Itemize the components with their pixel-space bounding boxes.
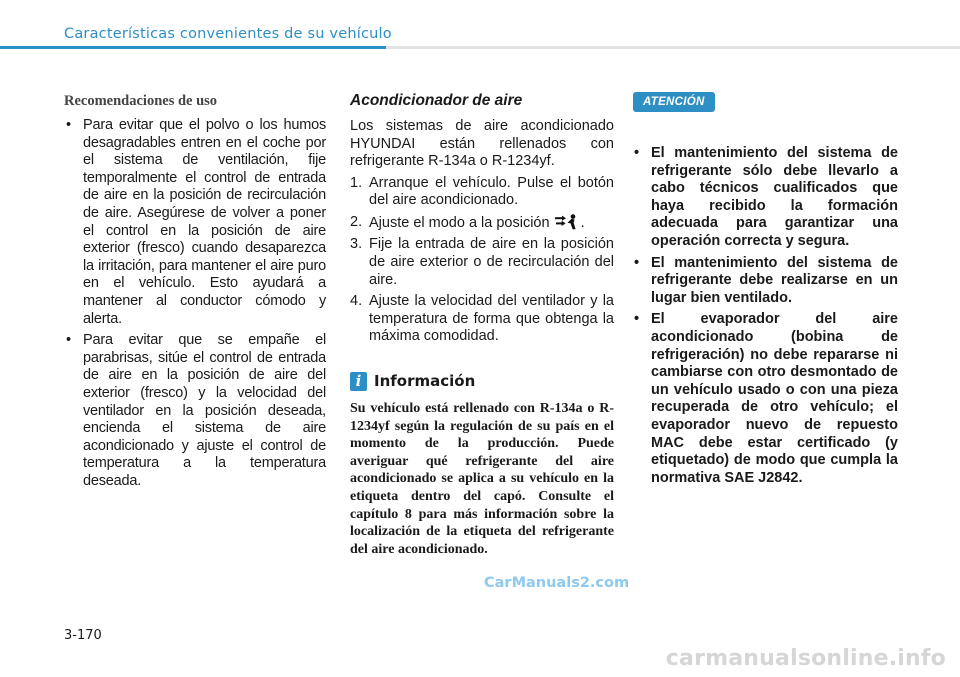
caution-list	[632, 145, 898, 487]
page-number: 3-170	[64, 628, 102, 643]
section-title: Características convenientes de su vehículo	[64, 26, 392, 42]
usage-tips-list	[64, 117, 326, 490]
step-item	[350, 293, 614, 346]
step-number: 3.	[350, 236, 363, 253]
list-item-text: Para evitar que se empañe el parabrisas, sitúe el control de entrada de aire en la posición de aire del exterior (fresco) y la velocidad del ventilador en la posición deseada, encienda el sistema de aire acondicionado y ajuste el control de temperatura a la temperatura deseada.	[83, 332, 326, 489]
step-text: Ajuste el modo a la posición	[369, 214, 550, 231]
step-item	[350, 214, 614, 232]
step-text: Fije la entrada de aire en la posición de aire exterior o de recirculación del aire.	[369, 236, 614, 288]
bullet-icon: •	[634, 254, 640, 271]
step-number: 1.	[350, 174, 363, 191]
step-text-end: .	[580, 214, 585, 231]
step-text: Ajuste la velocidad del ventilador y la temperatura de forma que obtenga la máxima comodidad.	[369, 293, 614, 345]
step-number: 2.	[350, 213, 363, 230]
watermark-carmanuals2: CarManuals2.com	[484, 575, 630, 591]
list-item-text: El mantenimiento del sistema de refrigerante sólo debe llevarlo a cabo técnicos cualificados que haya recibido la formación adecuada para garantizar una operación correcta y segura.	[651, 145, 898, 249]
step-number: 4.	[350, 293, 363, 310]
information-title: Información	[374, 372, 476, 391]
bullet-icon: •	[634, 311, 640, 328]
header-divider-accent	[0, 46, 386, 49]
column-caution	[632, 92, 898, 491]
air-conditioner-heading: Acondicionador de aire	[350, 92, 523, 109]
bullet-icon: •	[66, 117, 71, 133]
list-item	[632, 255, 898, 308]
bullet-icon: •	[634, 145, 640, 161]
caution-badge: ATENCIÓN	[633, 92, 715, 112]
information-header	[350, 372, 614, 391]
info-icon: i	[350, 372, 367, 391]
information-text: Su vehículo está rellenado con R-134a o R-1234yf según la regulación de su país en el momento de la producción. Puede averiguar qué refrigerante del aire acondicionado se aplica a su vehículo en la etiqueta dentro del capó. Consulte el capítulo 8 para más información sobre la localización de la etiqueta del refrigerante del aire acondicionado.	[350, 400, 614, 557]
list-item	[64, 117, 326, 328]
air-conditioner-steps	[350, 175, 614, 346]
watermark-carmanualsonline: carmanualsonline.info	[665, 646, 946, 671]
header-divider	[0, 46, 960, 49]
step-item	[350, 175, 614, 210]
list-item-text: El mantenimiento del sistema de refrigerante debe realizarse en un lugar bien ventilado.	[651, 254, 898, 306]
step-item	[350, 236, 614, 289]
step-text: Arranque el vehículo. Pulse el botón del aire acondicionado.	[369, 174, 614, 209]
column-usage-tips	[64, 92, 326, 494]
air-conditioner-intro: Los sistemas de aire acondicionado HYUNDAI están rellenados con refrigerante R-134a o R-1234yf.	[350, 118, 614, 170]
list-item	[632, 145, 898, 251]
list-item	[632, 311, 898, 487]
list-item-text: Para evitar que el polvo o los humos desagradables entren en el coche por el sistema de ventilación, fije temporalmente el control de entrada de aire en la posición de recirculación de aire. Asegúrese de volver a poner el control en la posición de aire exterior (fresco) cuando desaparezca la irritación, para mantener el aire puro en el vehículo. Esto ayudará a mantener al conductor cómodo y alerta.	[83, 117, 326, 327]
list-item	[64, 332, 326, 490]
column-air-conditioner	[350, 92, 614, 558]
usage-tips-heading: Recomendaciones de uso	[64, 93, 218, 109]
list-item-text: El evaporador del aire acondicionado (bobina de refrigeración) no debe repararse ni cambiarse con otro desmontado de un vehículo usado o con una pieza recuperada de otro vehículo; el evaporador nuevo de repuesto MAC debe estar certificado (y etiquetado) de modo que cumpla la normativa SAE J2842.	[651, 311, 898, 486]
bullet-icon: •	[66, 332, 71, 349]
vent-mode-icon	[554, 214, 578, 230]
